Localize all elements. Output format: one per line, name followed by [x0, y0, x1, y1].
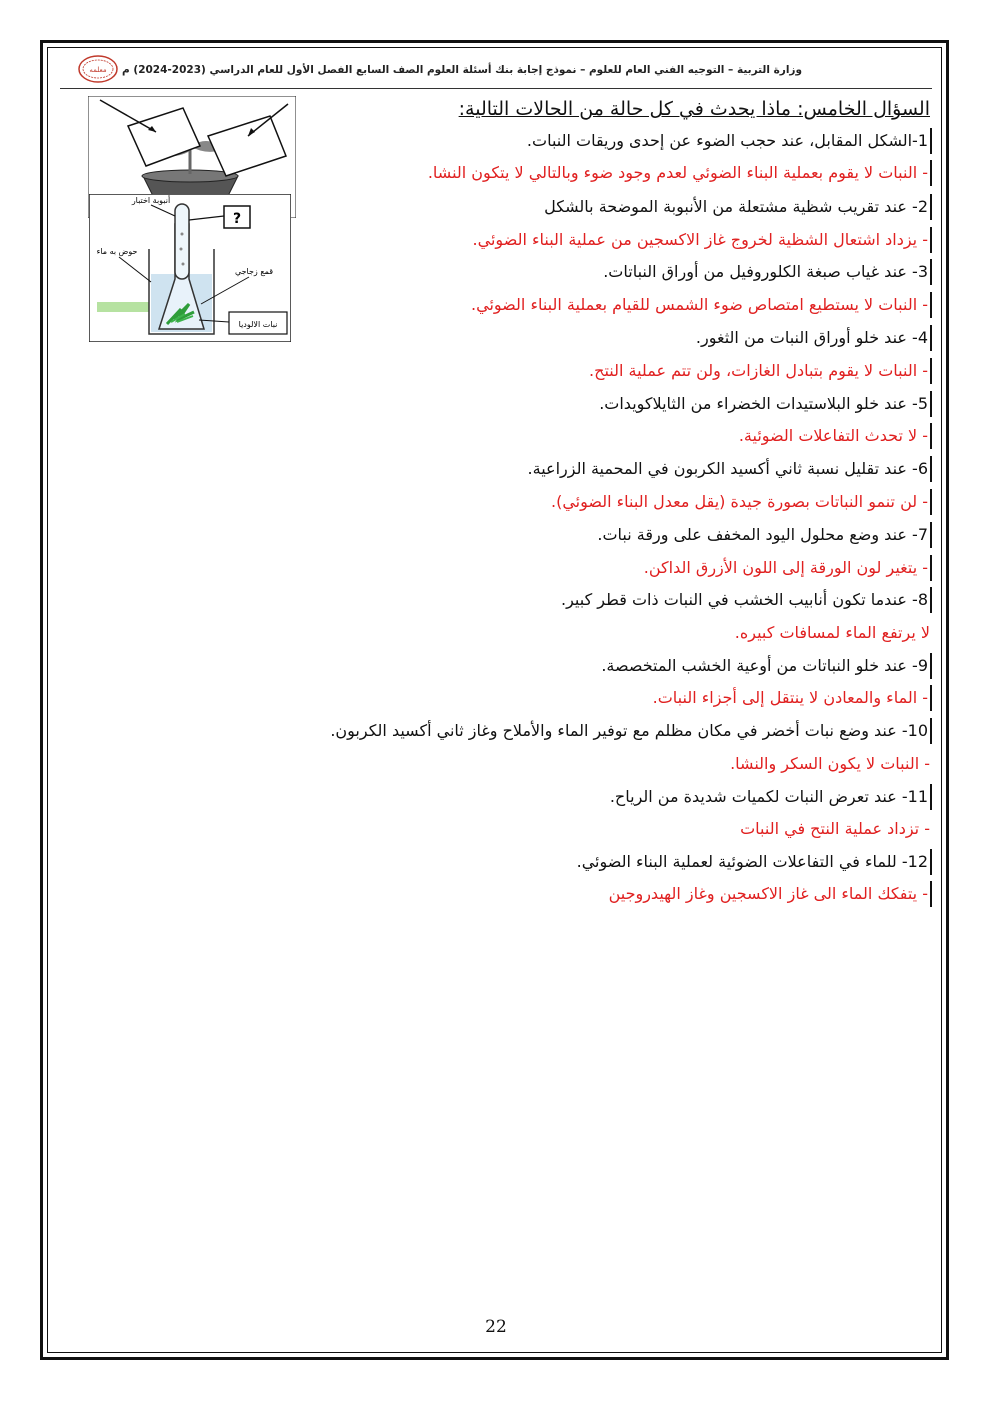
- item-9-answer: - الماء والمعادن لا ينتقل إلى أجزاء النبات.: [653, 685, 932, 711]
- item-9-question: 9- عند خلو النباتات من أوعية الخشب المتخصصة.: [601, 653, 932, 679]
- item-3-question: 3- عند غياب صبغة الكلوروفيل من أوراق النباتات.: [603, 259, 932, 285]
- item-8-question: 8- عندما تكون أنابيب الخشب في النبات ذات قطر كبير.: [561, 587, 932, 613]
- header-text: وزارة التربية – التوجيه الفني العام للعلوم – نموذج إجابة بنك أسئلة العلوم الصف السابع الفصل الأول للعام الدراسي (2023-2024) م: [122, 64, 802, 76]
- ministry-logo: [76, 54, 120, 84]
- test-tube-label: أنبوبة اختبار: [131, 196, 171, 205]
- item-11-answer: - تزداد عملية النتح في النبات: [740, 819, 930, 838]
- item-11-question: 11- عند تعرض النبات لكميات شديدة من الرياح.: [610, 784, 932, 810]
- funnel-label: قمع زجاجي: [234, 267, 274, 276]
- item-10-answer: - النبات لا يكون السكر والنشا.: [730, 754, 930, 773]
- item-8-answer: لا يرتفع الماء لمسافات كبيره.: [734, 623, 930, 642]
- item-4-answer: - النبات لا يقوم بتبادل الغازات، ولن تتم عملية النتح.: [589, 358, 932, 384]
- question-title: السؤال الخامس: ماذا يحدث في كل حالة من الحالات التالية:: [458, 98, 930, 120]
- item-2-question: 2- عند تقريب شظية مشتعلة من الأنبوبة الموضحة بالشكل: [544, 194, 932, 220]
- item-12-answer: - يتفكك الماء الى غاز الاكسجين وغاز الهيدروجين: [609, 881, 932, 907]
- plant-label: نبات الالوديا: [238, 320, 278, 329]
- page-header: [60, 54, 932, 89]
- item-6-answer: - لن تنمو النباتات بصورة جيدة (يقل معدل البناء الضوئي).: [551, 489, 932, 515]
- item-12-question: 12- للماء في التفاعلات الضوئية لعملية البناء الضوئي.: [577, 849, 932, 875]
- figure-elodea-experiment: [89, 194, 291, 342]
- item-7-answer: - يتغير لون الورقة إلى اللون الأزرق الداكن.: [644, 555, 932, 581]
- item-1-answer: - النبات لا يقوم بعملية البناء الضوئي لعدم وجود ضوء وبالتالي لا يتكون النشا.: [428, 160, 932, 186]
- item-7-question: 7- عند وضع محلول اليود المخفف على ورقة نبات.: [597, 522, 932, 548]
- item-2-answer: - يزداد اشتعال الشظية لخروج غاز الاكسجين من عملية البناء الضوئي.: [473, 227, 932, 253]
- item-5-answer: - لا تحدث التفاعلات الضوئية.: [739, 423, 932, 449]
- item-6-question: 6- عند تقليل نسبة ثاني أكسيد الكربون في المحمية الزراعية.: [528, 456, 932, 482]
- logo-text: معلمه: [89, 66, 107, 74]
- item-10-question: 10- عند وضع نبات أخضر في مكان مظلم مع توفير الماء والأملاح وغاز ثاني أكسيد الكربون.: [330, 718, 932, 744]
- item-1-question: 1-الشكل المقابل، عند حجب الضوء عن إحدى وريقات النبات.: [527, 128, 932, 154]
- item-3-answer: - النبات لا يستطيع امتصاص ضوء الشمس للقيام بعملية البناء الضوئي.: [471, 292, 932, 318]
- page-number: 22: [485, 1317, 507, 1337]
- basin-label: حوض به ماء: [96, 247, 138, 256]
- item-4-question: 4- عند خلو أوراق النبات من الثغور.: [696, 325, 932, 351]
- unknown-gas-label: ?: [232, 211, 242, 227]
- item-5-question: 5- عند خلو البلاستيدات الخضراء من الثايلاكويدات.: [599, 391, 932, 417]
